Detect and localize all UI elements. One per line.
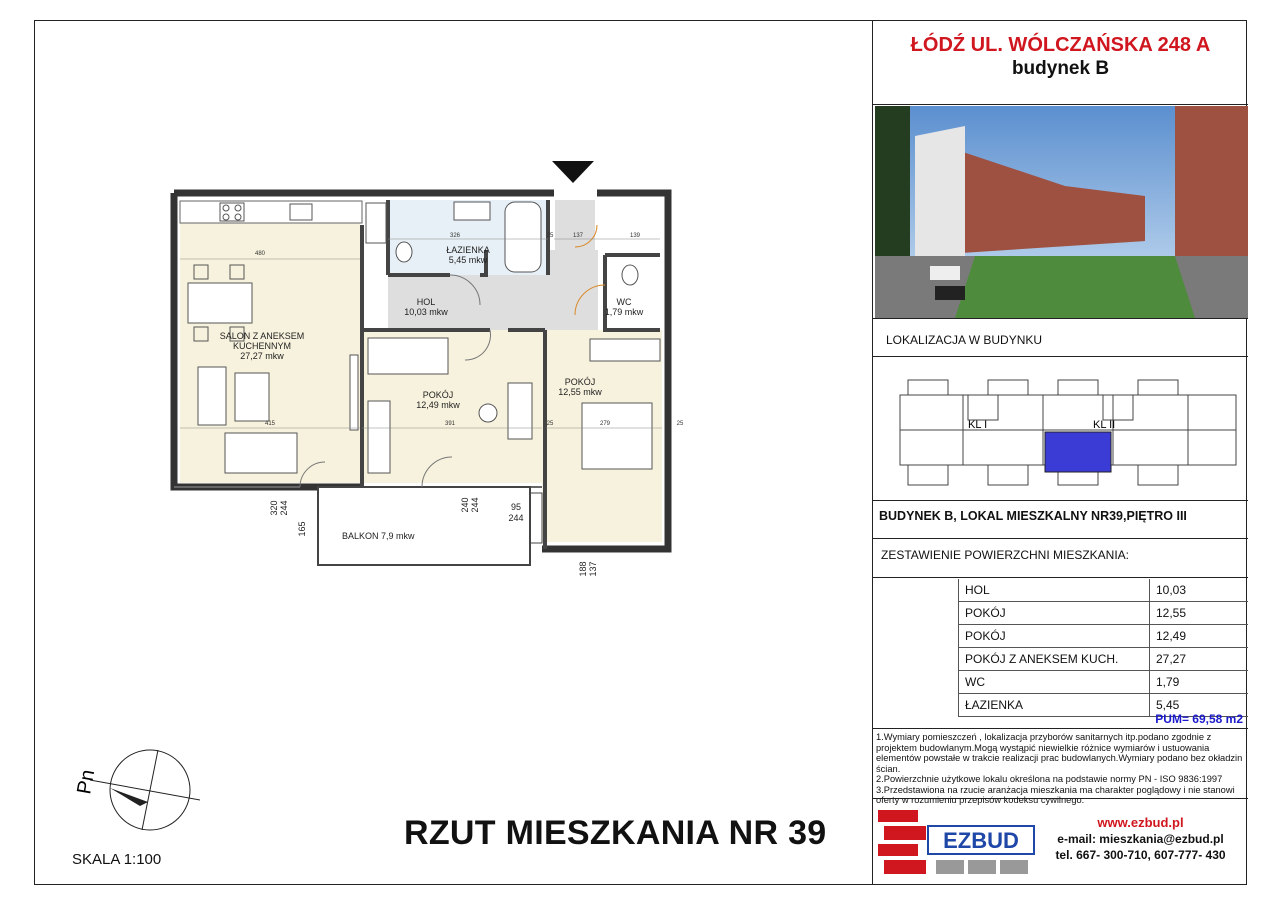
bed-room1 [368, 338, 448, 374]
wc-toilet [622, 265, 638, 285]
dim-244b: 244 [470, 497, 480, 513]
dim-320: 320 [269, 500, 279, 516]
room-area: 5,45 [1150, 694, 1249, 717]
dining-table [188, 283, 252, 323]
table-row [959, 648, 1249, 671]
room1-area: 12,49 mkw [416, 400, 460, 410]
ezbud-logo [876, 804, 1036, 884]
dim-326: 326 [449, 233, 461, 239]
dim-95: 95 [510, 502, 522, 512]
hol-area: 10,03 mkw [404, 307, 448, 317]
email-text: e-mail: mieszkania@ezbud.pl [1057, 832, 1224, 846]
dim-244a: 244 [279, 500, 289, 516]
room-name: WC [959, 671, 1150, 694]
balcony-label: BALKON 7,9 mkw [342, 531, 415, 541]
bathtub [505, 202, 541, 272]
table-row [959, 625, 1249, 648]
room2-area: 12,55 mkw [558, 387, 602, 397]
dim-391: 391 [444, 421, 456, 427]
bed-room2 [582, 403, 652, 469]
areas-table [958, 579, 1248, 717]
building-render-image [875, 106, 1248, 318]
unit-highlight [1045, 432, 1111, 472]
room-area: 27,27 [1150, 648, 1249, 671]
dim-279: 279 [599, 421, 611, 427]
room2-label: POKÓJ [564, 377, 596, 387]
dim-25b: 25 [546, 421, 554, 427]
hol-entry-floor [555, 200, 595, 325]
logo-text: EZBUD [943, 828, 1019, 853]
room-name: POKÓJ Z ANEKSEM KUCH. [959, 648, 1150, 671]
wc-label: WC [616, 297, 632, 307]
unit-title: BUDYNEK B, LOKAL MIESZKALNY NR39,PIĘTRO III [879, 509, 1187, 523]
address-title: ŁÓDŹ UL. WÓLCZAŃSKA 248 A [910, 34, 1211, 56]
note-1: 1.Wymiary pomieszczeń , lokalizacja przyborów sanitarnych itp.podano zgodnie z projektem budowlanym.Mogą wystąpić niewielkie różnice wymiarów i ustuowania elementów powstałe w trakcie realizacji prac budowlanych.Wymiary podano bez okładzin ścian. [876, 732, 1243, 774]
floor-plan [150, 155, 710, 595]
room-name: POKÓJ [959, 602, 1150, 625]
stair-1-label: KL I [968, 419, 988, 431]
note-2: 2.Powierzchnie użytkowe lokalu określona na podstawie normy PN - ISO 9836:1997 [876, 774, 1223, 784]
table-row [959, 579, 1249, 602]
plan-title: RZUT MIESZKANIA NR 39 [404, 814, 827, 852]
entrance-arrow-icon [552, 161, 594, 183]
kitchen-counter [180, 201, 362, 223]
wc-area: 1,79 mkw [604, 307, 644, 317]
salon-label-1: SALON Z ANEKSEM [219, 331, 305, 341]
website-link[interactable]: www.ezbud.pl [1097, 815, 1184, 830]
dim-25c: 25 [676, 421, 684, 427]
dim-480: 480 [254, 251, 266, 257]
dim-240: 240 [460, 497, 470, 513]
bath-toilet [396, 242, 412, 262]
room-area: 10,03 [1150, 579, 1249, 602]
room-area: 1,79 [1150, 671, 1249, 694]
room-area: 12,55 [1150, 602, 1249, 625]
room1-label: POKÓJ [422, 390, 454, 400]
plan-scale: SKALA 1:100 [72, 851, 162, 868]
location-plan [898, 375, 1238, 490]
dim-165: 165 [297, 521, 307, 537]
dim-139: 139 [629, 233, 641, 239]
areas-title: ZESTAWIENIE POWIERZCHNI MIESZKANIA: [881, 548, 1130, 562]
room-name: POKÓJ [959, 625, 1150, 648]
hol-label: HOL [416, 297, 436, 307]
note-3: 3.Przedstawiona na rzucie aranżacja mieszkania ma charakter poglądowy i nie stanowi oferty w rozumieniu przepisów kodeksu cywilnego. [876, 784, 1235, 805]
salon-area: 27,27 mkw [240, 351, 284, 361]
total-area: PUM= 69,58 m2 [1155, 712, 1243, 726]
dim-415: 415 [264, 421, 276, 427]
info-panel [872, 20, 1247, 885]
north-compass [70, 740, 200, 840]
sofa [198, 367, 226, 425]
dim-25a: 25 [546, 233, 554, 239]
notes [876, 732, 1246, 806]
dim-244c: 244 [508, 513, 524, 523]
phone-text: tel. 667- 300-710, 607-777- 430 [1055, 848, 1226, 862]
location-label: LOKALIZACJA W BUDYNKU [886, 333, 1043, 347]
dim-188: 188 [578, 561, 588, 577]
room-name: ŁAZIENKA [959, 694, 1150, 717]
dim-137b: 137 [588, 561, 598, 577]
table-row [959, 602, 1249, 625]
bath-label: ŁAZIENKA [446, 245, 490, 255]
room-name: HOL [959, 579, 1150, 602]
room-area: 12,49 [1150, 625, 1249, 648]
bath-area: 5,45 mkw [448, 255, 488, 265]
balcony-outline [318, 487, 530, 565]
north-label: Pn [73, 767, 100, 796]
contact-block [1038, 815, 1243, 863]
table-row [959, 671, 1249, 694]
salon-label-2: KUCHENNYM [232, 341, 292, 351]
dim-137: 137 [572, 233, 584, 239]
stair-2-label: KL II [1093, 419, 1116, 431]
building-title: budynek B [1011, 58, 1110, 79]
bath-sink [454, 202, 490, 220]
